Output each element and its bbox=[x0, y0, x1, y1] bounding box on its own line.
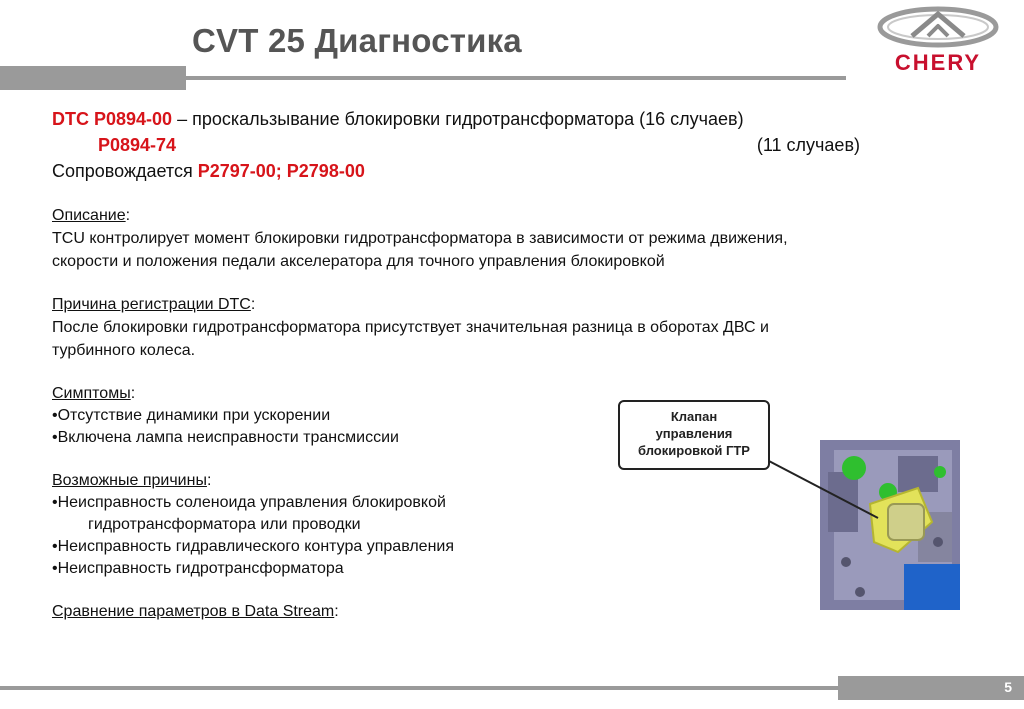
cause-item: •Неисправность гидротрансформатора bbox=[52, 560, 344, 577]
dtc-cases-count: (11 случаев) bbox=[756, 135, 860, 155]
cause-item: •Неисправность соленоида управления блокировкой bbox=[52, 494, 446, 511]
footer-divider bbox=[0, 686, 838, 690]
callout-line: блокировкой ГТР bbox=[638, 443, 750, 458]
dtc-code-secondary: P0894-74 bbox=[98, 135, 177, 155]
dtc-line-2 bbox=[52, 132, 932, 158]
dtc-description: – проскальзывание блокировки гидротрансформатора (16 случаев) bbox=[172, 109, 744, 129]
callout-line: Клапан bbox=[670, 409, 718, 424]
symptom-item: •Включена лампа неисправности трансмиссии bbox=[52, 429, 399, 446]
description-text-1: TCU контролирует момент блокировки гидротрансформатора в зависимости от режима движения, bbox=[52, 230, 788, 247]
dtc-line-1 bbox=[52, 106, 932, 132]
symptoms-heading: Симптомы: bbox=[52, 385, 136, 402]
possible-causes-heading: Возможные причины: bbox=[52, 472, 212, 489]
dtc-code: DTC P0894-00 bbox=[52, 109, 173, 129]
cause-heading: Причина регистрации DTC: bbox=[52, 296, 256, 313]
valve-callout bbox=[618, 400, 770, 470]
cause-item: •Неисправность гидравлического контура управления bbox=[52, 538, 454, 555]
cause-text-1: После блокировки гидротрансформатора присутствует значительная разница в оборотах ДВС и bbox=[52, 319, 769, 336]
description-heading: Описание: bbox=[52, 207, 131, 224]
cause-item-continuation: гидротрансформатора или проводки bbox=[88, 516, 361, 533]
symptom-item: •Отсутствие динамики при ускорении bbox=[52, 407, 331, 424]
page-number-box bbox=[838, 676, 1024, 700]
header-divider bbox=[186, 76, 846, 80]
chery-logo bbox=[872, 6, 1004, 74]
cause-text-2: турбинного колеса. bbox=[52, 342, 196, 359]
callout-line: управления bbox=[655, 426, 733, 441]
logo-wordmark: CHERY bbox=[894, 50, 982, 75]
page-number: 5 bbox=[1004, 679, 1012, 695]
data-stream-heading: Сравнение параметров в Data Stream: bbox=[52, 603, 339, 620]
accompanied-label: Сопровождается bbox=[52, 161, 198, 181]
description-text-2: скорости и положения педали акселератора для точного управления блокировкой bbox=[52, 253, 665, 270]
accompanied-codes: P2797-00; P2798-00 bbox=[197, 161, 365, 181]
header-bar-block bbox=[0, 66, 186, 90]
dtc-line-3 bbox=[52, 158, 932, 184]
page-title: CVT 25 Диагностика bbox=[192, 22, 522, 59]
chery-emblem-icon bbox=[872, 6, 1004, 52]
valve-illustration bbox=[598, 392, 968, 614]
